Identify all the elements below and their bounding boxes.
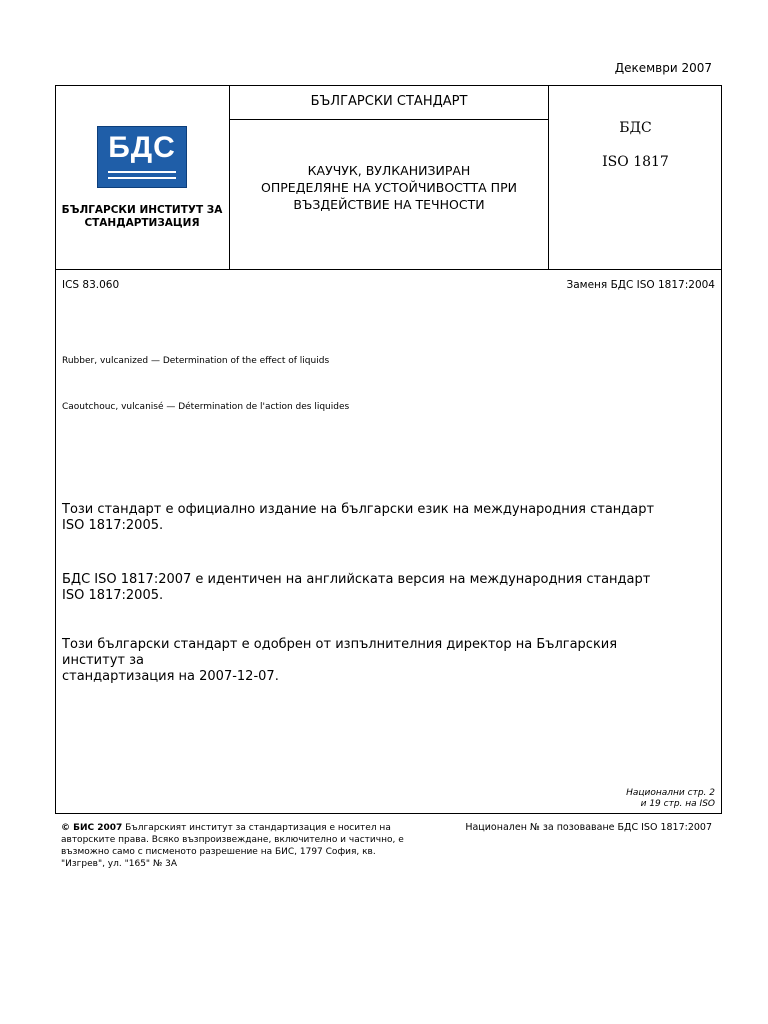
code-bds: БДС [619, 120, 652, 136]
para2-line2: ISO 1817:2005. [62, 588, 164, 603]
paragraph-identical [62, 572, 662, 604]
ics-code: ICS 83.060 [62, 279, 120, 291]
logo-stripe-2 [108, 177, 176, 179]
page-count-national: Национални стр. 2 [626, 788, 715, 798]
bds-logo [97, 126, 187, 188]
national-reference-number: Национален № за позоваване БДС ISO 1817:2007 [465, 822, 712, 833]
para1-line1: Този стандарт е официално издание на български език на международния стандарт [62, 502, 655, 517]
logo-stripe-1 [108, 171, 176, 173]
paragraph-official-edition [62, 502, 662, 534]
standard-title [230, 162, 548, 213]
header-bottom-rule [56, 269, 721, 270]
para2-line1: БДС ISO 1817:2007 е идентичен на английската версия на международния стандарт [62, 572, 651, 587]
standard-label: БЪЛГАРСКИ СТАНДАРТ [310, 94, 468, 109]
institute-name: БЪЛГАРСКИ ИНСТИТУТ ЗА СТАНДАРТИЗАЦИЯ [61, 204, 223, 229]
publication-date: Декември 2007 [614, 61, 712, 75]
para3-line2: стандартизация на 2007-12-07. [62, 669, 279, 684]
standard-cover-frame [55, 85, 722, 814]
title-english: Rubber, vulcanized — Determination of the effect of liquids [62, 356, 330, 366]
copyright-notice [61, 822, 406, 870]
code-iso: ISO 1817 [602, 154, 669, 170]
page-count-iso: и 19 стр. на ISO [640, 799, 715, 809]
bds-logo-text: БДС [108, 131, 176, 164]
title-french: Caoutchouc, vulcanisé — Détermination de l'action des liquides [62, 402, 350, 412]
title-line-1: КАУЧУК, ВУЛКАНИЗИРАН [307, 163, 471, 178]
title-line-2: ОПРЕДЕЛЯНЕ НА УСТОЙЧИВОСТТА ПРИ [261, 180, 517, 195]
right-column-rule [548, 86, 549, 269]
para3-line1: Този български стандарт е одобрен от изпълнителния директор на Българския институт за [62, 637, 618, 668]
replaces-note: Заменя БДС ISO 1817:2004 [566, 279, 715, 291]
paragraph-approved [62, 637, 662, 685]
para1-line2: ISO 1817:2005. [62, 518, 164, 533]
copyright-text: Българският институт за стандартизация е носител на авторските права. Всяко възпроизвеждане, включително и частично, е възможно само с писменото разрешение на БИС, 1797 София, кв. "Изгрев", ул. "165" № 3А [61, 823, 404, 869]
copyright-lead: © БИС 2007 [61, 823, 123, 833]
title-divider-rule [229, 119, 549, 120]
page-count [626, 788, 715, 810]
title-line-3: ВЪЗДЕЙСТВИЕ НА ТЕЧНОСТИ [293, 197, 485, 212]
